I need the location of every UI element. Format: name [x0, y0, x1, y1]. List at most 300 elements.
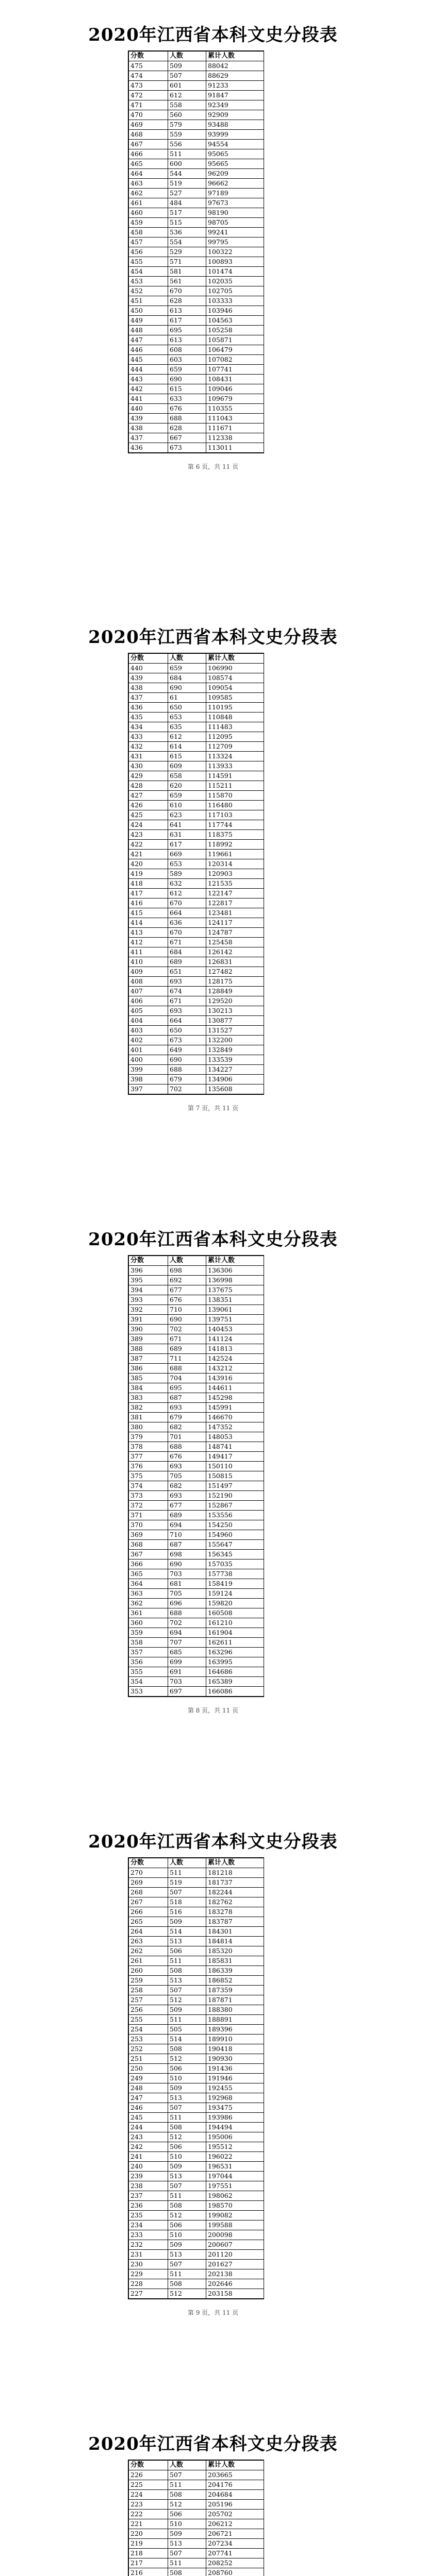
- table-cell: 615: [168, 752, 206, 761]
- column-header: 分数: [129, 52, 168, 61]
- table-row: [129, 2490, 264, 2500]
- table-cell: 516: [168, 1907, 206, 1917]
- table-cell: 145298: [206, 1393, 264, 1403]
- column-header: 人数: [168, 52, 206, 61]
- table-cell: 206721: [206, 2529, 264, 2539]
- table-cell: 653: [168, 859, 206, 869]
- table-cell: 157035: [206, 1560, 264, 1569]
- table-cell: 710: [168, 1305, 206, 1315]
- table-cell: 421: [129, 850, 168, 859]
- table-cell: 508: [168, 2044, 206, 2054]
- table-cell: 188891: [206, 2015, 264, 2025]
- table-cell: 507: [168, 1888, 206, 1897]
- table-cell: 232: [129, 2240, 168, 2250]
- table-cell: 401: [129, 1045, 168, 1055]
- table-cell: 653: [168, 713, 206, 722]
- table-cell: 378: [129, 1442, 168, 1452]
- table-row: [129, 1055, 264, 1065]
- table-cell: 391: [129, 1315, 168, 1325]
- table-cell: 685: [168, 1648, 206, 1657]
- table-row: [129, 840, 264, 850]
- table-row: [129, 1608, 264, 1618]
- table-cell: 223: [129, 2500, 168, 2510]
- table-cell: 159124: [206, 1589, 264, 1599]
- table-cell: 147352: [206, 1422, 264, 1432]
- table-cell: 688: [168, 1364, 206, 1374]
- table-cell: 438: [129, 423, 168, 433]
- table-cell: 437: [129, 433, 168, 443]
- table-cell: 112095: [206, 732, 264, 742]
- table-cell: 436: [129, 703, 168, 713]
- table-row: [129, 1285, 264, 1295]
- table-cell: 613: [168, 335, 206, 345]
- column-header: 人数: [168, 2461, 206, 2470]
- table-cell: 509: [168, 2083, 206, 2093]
- table-cell: 261: [129, 1956, 168, 1966]
- table-cell: 102705: [206, 286, 264, 296]
- table-cell: 400: [129, 1055, 168, 1065]
- table-cell: 113324: [206, 752, 264, 761]
- table-cell: 242: [129, 2142, 168, 2152]
- table-cell: 186852: [206, 1976, 264, 1986]
- table-row: [129, 2035, 264, 2044]
- table-cell: 360: [129, 1618, 168, 1628]
- table-cell: 628: [168, 296, 206, 306]
- table-cell: 581: [168, 267, 206, 277]
- table-cell: 190418: [206, 2044, 264, 2054]
- table-cell: 217: [129, 2558, 168, 2568]
- table-cell: 397: [129, 1084, 168, 1094]
- table-cell: 462: [129, 189, 168, 198]
- table-row: [129, 761, 264, 771]
- table-cell: 673: [168, 443, 206, 453]
- table-cell: 697: [168, 1687, 206, 1697]
- table-cell: 544: [168, 169, 206, 179]
- table-row: [129, 2549, 264, 2558]
- table-cell: 103946: [206, 306, 264, 316]
- table-cell: 393: [129, 1295, 168, 1305]
- table-row: [129, 1016, 264, 1026]
- table-cell: 579: [168, 120, 206, 130]
- table-cell: 690: [168, 1560, 206, 1569]
- table-cell: 450: [129, 306, 168, 316]
- table-cell: 508: [168, 2201, 206, 2211]
- table-cell: 425: [129, 810, 168, 820]
- table-cell: 620: [168, 781, 206, 791]
- table-cell: 514: [168, 1927, 206, 1937]
- table-cell: 130877: [206, 1016, 264, 1026]
- table-cell: 153556: [206, 1511, 264, 1520]
- table-cell: 247: [129, 2093, 168, 2103]
- table-cell: 197551: [206, 2181, 264, 2191]
- table-cell: 161904: [206, 1628, 264, 1638]
- table-cell: 166086: [206, 1687, 264, 1697]
- table-cell: 614: [168, 742, 206, 752]
- table-header-row: [129, 1256, 264, 1266]
- table-cell: 509: [168, 2529, 206, 2539]
- table-cell: 649: [168, 1045, 206, 1055]
- table-cell: 458: [129, 228, 168, 238]
- table-cell: 365: [129, 1569, 168, 1579]
- table-cell: 234: [129, 2221, 168, 2230]
- table-row: [129, 1550, 264, 1560]
- column-header: 累计人数: [206, 1256, 264, 1266]
- table-row: [129, 693, 264, 703]
- table-row: [129, 1325, 264, 1334]
- table-row: [129, 1344, 264, 1354]
- table-cell: 190930: [206, 2054, 264, 2064]
- table-cell: 457: [129, 238, 168, 247]
- table-row: [129, 1657, 264, 1667]
- table-row: [129, 2269, 264, 2279]
- table-row: [129, 1511, 264, 1520]
- table-row: [129, 2054, 264, 2064]
- table-cell: 437: [129, 693, 168, 703]
- table-header-row: [129, 52, 264, 61]
- table-cell: 61: [168, 693, 206, 703]
- table-cell: 613: [168, 306, 206, 316]
- table-cell: 116480: [206, 801, 264, 810]
- table-cell: 612: [168, 732, 206, 742]
- table-cell: 200098: [206, 2230, 264, 2240]
- table-cell: 228: [129, 2279, 168, 2289]
- table-row: [129, 2260, 264, 2269]
- table-cell: 688: [168, 1442, 206, 1452]
- table-row: [129, 1677, 264, 1687]
- column-header: 累计人数: [206, 654, 264, 664]
- table-cell: 103333: [206, 296, 264, 306]
- table-cell: 268: [129, 1888, 168, 1897]
- table-cell: 628: [168, 423, 206, 433]
- table-cell: 508: [168, 2568, 206, 2576]
- table-cell: 670: [168, 928, 206, 938]
- table-cell: 238: [129, 2181, 168, 2191]
- column-header: 分数: [129, 1858, 168, 1868]
- table-cell: 682: [168, 1422, 206, 1432]
- table-cell: 455: [129, 257, 168, 267]
- table-cell: 205196: [206, 2500, 264, 2510]
- table-cell: 659: [168, 791, 206, 801]
- table-cell: 262: [129, 1946, 168, 1956]
- document-page: [0, 1807, 426, 2409]
- table-cell: 518: [168, 1897, 206, 1907]
- table-cell: 104563: [206, 316, 264, 326]
- table-row: [129, 703, 264, 713]
- table-cell: 475: [129, 61, 168, 71]
- table-cell: 203158: [206, 2289, 264, 2299]
- table-cell: 198570: [206, 2201, 264, 2211]
- table-row: [129, 316, 264, 326]
- table-cell: 513: [168, 1976, 206, 1986]
- table-cell: 438: [129, 683, 168, 693]
- table-cell: 442: [129, 384, 168, 394]
- table-row: [129, 1354, 264, 1364]
- table-row: [129, 189, 264, 198]
- table-cell: 229: [129, 2269, 168, 2279]
- score-table-container: [128, 1857, 264, 2299]
- table-cell: 407: [129, 987, 168, 996]
- table-cell: 439: [129, 673, 168, 683]
- table-cell: 246: [129, 2103, 168, 2113]
- table-cell: 659: [168, 664, 206, 673]
- table-row: [129, 2230, 264, 2240]
- table-cell: 650: [168, 703, 206, 713]
- table-cell: 511: [168, 2113, 206, 2123]
- table-cell: 148741: [206, 1442, 264, 1452]
- table-row: [129, 179, 264, 189]
- table-row: [129, 2123, 264, 2132]
- table-cell: 510: [168, 2519, 206, 2529]
- table-cell: 384: [129, 1383, 168, 1393]
- page-footer: 第 9 页，共 11 页: [187, 2309, 239, 2316]
- table-row: [129, 1334, 264, 1344]
- table-cell: 693: [168, 977, 206, 987]
- table-cell: 689: [168, 1344, 206, 1354]
- table-row: [129, 1374, 264, 1383]
- table-row: [129, 947, 264, 957]
- table-row: [129, 781, 264, 791]
- table-row: [129, 2289, 264, 2299]
- table-cell: 429: [129, 771, 168, 781]
- table-row: [129, 198, 264, 208]
- table-cell: 193475: [206, 2103, 264, 2113]
- table-cell: 507: [168, 2260, 206, 2269]
- table-cell: 659: [168, 365, 206, 375]
- table-row: [129, 1006, 264, 1016]
- table-cell: 206212: [206, 2519, 264, 2529]
- table-row: [129, 1667, 264, 1677]
- table-cell: 471: [129, 100, 168, 110]
- table-cell: 452: [129, 286, 168, 296]
- table-cell: 207234: [206, 2539, 264, 2549]
- table-cell: 191946: [206, 2074, 264, 2083]
- table-row: [129, 2558, 264, 2568]
- table-cell: 100322: [206, 247, 264, 257]
- table-cell: 695: [168, 326, 206, 335]
- table-cell: 201120: [206, 2250, 264, 2260]
- table-row: [129, 443, 264, 453]
- table-cell: 610: [168, 801, 206, 810]
- table-row: [129, 2005, 264, 2015]
- table-cell: 694: [168, 1520, 206, 1530]
- score-table: [128, 1256, 264, 1697]
- table-cell: 684: [168, 673, 206, 683]
- table-cell: 154250: [206, 1520, 264, 1530]
- table-row: [129, 1065, 264, 1075]
- table-row: [129, 752, 264, 761]
- table-cell: 671: [168, 938, 206, 947]
- table-cell: 157738: [206, 1569, 264, 1579]
- table-row: [129, 2568, 264, 2576]
- table-cell: 141813: [206, 1344, 264, 1354]
- table-cell: 368: [129, 1540, 168, 1550]
- table-cell: 263: [129, 1937, 168, 1946]
- table-cell: 704: [168, 1374, 206, 1383]
- table-row: [129, 2221, 264, 2230]
- table-row: [129, 987, 264, 996]
- table-cell: 257: [129, 1995, 168, 2005]
- table-cell: 182762: [206, 1897, 264, 1907]
- table-cell: 110355: [206, 404, 264, 414]
- table-cell: 414: [129, 918, 168, 928]
- table-cell: 126831: [206, 957, 264, 967]
- table-cell: 163296: [206, 1648, 264, 1657]
- table-row: [129, 1569, 264, 1579]
- table-cell: 519: [168, 179, 206, 189]
- table-cell: 112709: [206, 742, 264, 752]
- table-cell: 687: [168, 1393, 206, 1403]
- table-row: [129, 1501, 264, 1511]
- table-row: [129, 218, 264, 228]
- table-cell: 511: [168, 2015, 206, 2025]
- table-cell: 688: [168, 414, 206, 423]
- table-row: [129, 2201, 264, 2211]
- table-row: [129, 365, 264, 375]
- table-row: [129, 2025, 264, 2035]
- table-row: [129, 149, 264, 159]
- table-row: [129, 2093, 264, 2103]
- table-cell: 265: [129, 1917, 168, 1927]
- table-cell: 239: [129, 2172, 168, 2181]
- table-cell: 507: [168, 2181, 206, 2191]
- table-cell: 430: [129, 761, 168, 771]
- table-cell: 128849: [206, 987, 264, 996]
- table-cell: 204176: [206, 2480, 264, 2490]
- table-cell: 195006: [206, 2132, 264, 2142]
- table-cell: 120903: [206, 869, 264, 879]
- table-row: [129, 423, 264, 433]
- table-cell: 394: [129, 1285, 168, 1295]
- table-cell: 227: [129, 2289, 168, 2299]
- table-cell: 380: [129, 1422, 168, 1432]
- table-cell: 372: [129, 1501, 168, 1511]
- table-cell: 132849: [206, 1045, 264, 1055]
- table-cell: 506: [168, 2510, 206, 2519]
- table-row: [129, 1966, 264, 1976]
- table-row: [129, 110, 264, 120]
- table-cell: 150110: [206, 1462, 264, 1471]
- table-cell: 92349: [206, 100, 264, 110]
- table-row: [129, 1432, 264, 1442]
- table-cell: 446: [129, 345, 168, 355]
- table-cell: 105258: [206, 326, 264, 335]
- table-cell: 264: [129, 1927, 168, 1937]
- table-cell: 434: [129, 722, 168, 732]
- table-cell: 388: [129, 1344, 168, 1354]
- table-row: [129, 2113, 264, 2123]
- table-cell: 195512: [206, 2142, 264, 2152]
- table-cell: 670: [168, 899, 206, 908]
- table-cell: 118992: [206, 840, 264, 850]
- table-cell: 140453: [206, 1325, 264, 1334]
- table-cell: 200607: [206, 2240, 264, 2250]
- table-cell: 113011: [206, 443, 264, 453]
- table-cell: 684: [168, 947, 206, 957]
- page-footer: 第 6 页，共 11 页: [187, 463, 239, 470]
- table-row: [129, 100, 264, 110]
- table-cell: 199588: [206, 2221, 264, 2230]
- table-cell: 156345: [206, 1550, 264, 1560]
- table-cell: 705: [168, 1471, 206, 1481]
- table-cell: 191436: [206, 2064, 264, 2074]
- document-page: [0, 602, 426, 1205]
- column-header: 累计人数: [206, 1858, 264, 1868]
- table-row: [129, 120, 264, 130]
- table-cell: 511: [168, 2191, 206, 2201]
- table-row: [129, 355, 264, 365]
- table-cell: 658: [168, 771, 206, 781]
- table-row: [129, 2132, 264, 2142]
- table-cell: 463: [129, 179, 168, 189]
- table-row: [129, 345, 264, 355]
- table-row: [129, 1927, 264, 1937]
- table-cell: 91847: [206, 91, 264, 100]
- table-row: [129, 1364, 264, 1374]
- table-cell: 405: [129, 1006, 168, 1016]
- table-cell: 185320: [206, 1946, 264, 1956]
- table-cell: 93999: [206, 130, 264, 140]
- table-cell: 558: [168, 100, 206, 110]
- table-row: [129, 1413, 264, 1422]
- table-cell: 245: [129, 2113, 168, 2123]
- table-cell: 513: [168, 2250, 206, 2260]
- table-row: [129, 1937, 264, 1946]
- table-cell: 184814: [206, 1937, 264, 1946]
- table-cell: 148053: [206, 1432, 264, 1442]
- table-cell: 106990: [206, 664, 264, 673]
- table-cell: 687: [168, 1540, 206, 1550]
- table-cell: 698: [168, 1266, 206, 1276]
- table-row: [129, 1589, 264, 1599]
- table-cell: 244: [129, 2123, 168, 2132]
- table-cell: 451: [129, 296, 168, 306]
- table-cell: 527: [168, 189, 206, 198]
- table-cell: 133539: [206, 1055, 264, 1065]
- table-cell: 612: [168, 91, 206, 100]
- table-row: [129, 2191, 264, 2201]
- table-cell: 556: [168, 140, 206, 149]
- table-cell: 609: [168, 761, 206, 771]
- table-cell: 255: [129, 2015, 168, 2025]
- table-row: [129, 2250, 264, 2260]
- table-row: [129, 2162, 264, 2172]
- table-cell: 154960: [206, 1530, 264, 1540]
- table-row: [129, 713, 264, 722]
- table-cell: 506: [168, 1946, 206, 1956]
- table-row: [129, 1462, 264, 1471]
- table-cell: 440: [129, 404, 168, 414]
- table-cell: 100893: [206, 257, 264, 267]
- table-cell: 181737: [206, 1878, 264, 1888]
- page-title: 2020年江西省本科文史分段表: [88, 2434, 338, 2454]
- table-cell: 364: [129, 1579, 168, 1589]
- table-row: [129, 1036, 264, 1045]
- table-row: [129, 1917, 264, 1927]
- table-cell: 113933: [206, 761, 264, 771]
- table-header-row: [129, 2461, 264, 2470]
- table-cell: 679: [168, 1075, 206, 1084]
- table-cell: 513: [168, 1937, 206, 1946]
- table-cell: 91233: [206, 81, 264, 91]
- table-cell: 509: [168, 2005, 206, 2015]
- table-cell: 109046: [206, 384, 264, 394]
- table-cell: 398: [129, 1075, 168, 1084]
- table-cell: 406: [129, 996, 168, 1006]
- table-cell: 514: [168, 2035, 206, 2044]
- table-cell: 99795: [206, 238, 264, 247]
- table-cell: 353: [129, 1687, 168, 1697]
- score-table-container: [128, 1255, 264, 1697]
